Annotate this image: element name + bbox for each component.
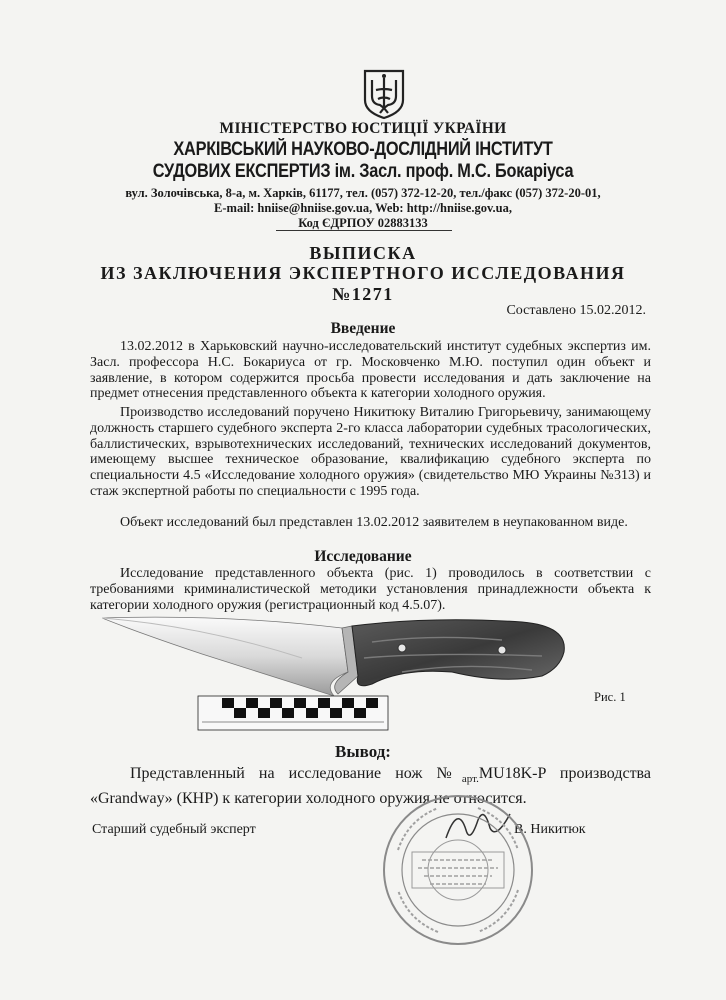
conclusion-text-start: Представленный на исследование нож № bbox=[130, 765, 462, 782]
address-line2: E-mail: hniise@hniise.gov.ua, Web: http://hniise.gov.ua, bbox=[214, 201, 512, 215]
intro-paragraph-2 bbox=[90, 405, 651, 500]
institute-name-line2: СУДОВИХ ЕКСПЕРТИЗ ім. Засл. проф. М.С. Бокаріуса bbox=[152, 161, 574, 182]
official-stamp bbox=[378, 790, 538, 950]
conclusion-heading: Вывод: bbox=[335, 742, 391, 761]
signatory-position: Старший судебный эксперт bbox=[92, 822, 256, 837]
intro-paragraph-3 bbox=[90, 515, 651, 531]
figure-caption: Рис. 1 bbox=[594, 690, 626, 704]
document-subtitle: ИЗ ЗАКЛЮЧЕНИЯ ЭКСПЕРТНОГО ИССЛЕДОВАНИЯ bbox=[100, 263, 626, 283]
composed-date: Составлено 15.02.2012. bbox=[506, 303, 646, 318]
address-line3: Код ЄДРПОУ 02883133 bbox=[298, 216, 428, 230]
conclusion-article-subscript: арт. bbox=[461, 773, 479, 786]
intro-paragraph-3-text: Объект исследований был представлен 13.02.2012 заявителем в неупакованном виде. bbox=[120, 515, 628, 530]
ministry-name: МІНІСТЕРСТВО ЮСТИЦІЇ УКРАЇНИ bbox=[219, 120, 507, 137]
address-line1: вул. Золочівська, 8-а, м. Харків, 61177, тел. (057) 372-12-20, тел./факс (057) 372-20-01, bbox=[125, 186, 601, 200]
coat-of-arms-icon bbox=[362, 68, 406, 120]
intro-paragraph-1 bbox=[90, 339, 651, 402]
header-divider bbox=[276, 230, 452, 231]
conclusion-text bbox=[90, 764, 651, 809]
document-number: №1271 bbox=[332, 284, 394, 304]
research-paragraph bbox=[90, 566, 651, 613]
conclusion-text-end: MU18K-P производства «Grandway» (КНР) к категории холодного оружия не относится. bbox=[90, 765, 652, 808]
intro-heading: Введение bbox=[330, 320, 396, 337]
institute-name-line1: ХАРКІВСЬКИЙ НАУКОВО-ДОСЛІДНИЙ ІНСТИТУТ bbox=[173, 139, 553, 160]
intro-paragraph-2-text: Производство исследований поручено Никитюку Виталию Григорьевичу, занимающему должность старшего судебного эксперта 2-го класса лаборатории судебных трасологических, баллистических, взрывотехнических исследований, технических исследований документов, имеющему высшее техническое образование, квалификацию судебного эксперта по специальности 4.5 «Исследование холодного оружия» (свидетельство МЮ Украины №313) и стаж экспертной работы по специальности с 1995 года. bbox=[90, 405, 651, 499]
knife-photo bbox=[102, 612, 570, 732]
signatory-name: В. Никитюк bbox=[514, 822, 586, 837]
research-heading: Исследование bbox=[314, 548, 412, 565]
research-paragraph-text: Исследование представленного объекта (рис. 1) проводилось в соответствии с требованиями криминалистической методики установления принадлежности объекта к категории холодного оружия (регистрационный код 4.5.07). bbox=[90, 566, 651, 613]
intro-paragraph-1-text: 13.02.2012 в Харьковский научно-исследовательский институт судебных экспертиз им. Засл. профессора Н.С. Бокариуса от гр. Московченко М.Ю. поступил один объект и заявление, в котором содержится просьба провести исследования и дать заключение на предмет отнесения представленного объекта к категории холодного оружия. bbox=[90, 339, 651, 402]
document-title: ВЫПИСКА bbox=[309, 243, 417, 263]
